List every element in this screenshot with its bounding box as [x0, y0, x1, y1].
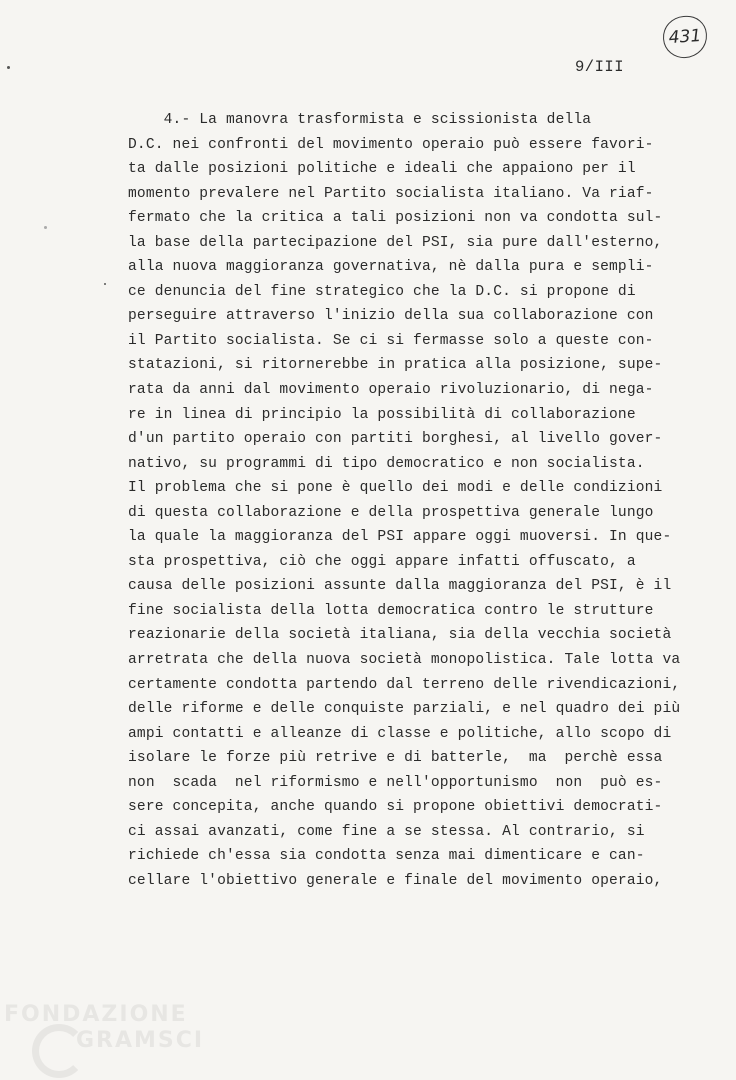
text-line: momento prevalere nel Partito socialista italiano. Va riaf-	[128, 185, 654, 202]
text-line: nativo, su programmi di tipo democratico e non socialista.	[128, 455, 645, 472]
text-line: ci assai avanzati, come fine a se stessa. Al contrario, si	[128, 823, 645, 840]
scan-speck	[104, 283, 106, 285]
text-line: arretrata che della nuova società monopolistica. Tale lotta va	[128, 652, 681, 669]
archive-watermark	[4, 1000, 204, 1078]
scan-speck	[7, 66, 10, 69]
text-line: isolare le forze più retrive e di batterle, ma perchè essa	[128, 750, 663, 767]
text-line: sere concepita, anche quando si propone obiettivi democrati-	[128, 799, 663, 816]
page-reference: 9/III	[575, 58, 625, 76]
text-line: sta prospettiva, ciò che oggi appare infatti offuscato, a	[128, 553, 636, 570]
text-line: cellare l'obiettivo generale e finale del movimento operaio,	[128, 872, 663, 889]
archive-number-stamp: 431	[662, 15, 709, 60]
text-line: delle riforme e delle conquiste parziali, e nel quadro dei più	[128, 701, 681, 718]
text-line: ampi contatti e alleanze di classe e politiche, allo scopo di	[128, 725, 672, 742]
text-line: la quale la maggioranza del PSI appare oggi muoversi. In que-	[128, 529, 672, 546]
text-line: certamente condotta partendo dal terreno delle rivendicazioni,	[128, 676, 681, 693]
text-line: non scada nel riformismo e nell'opportunismo non può es-	[128, 774, 663, 791]
text-line: di questa collaborazione e della prospettiva generale lungo	[128, 504, 654, 521]
text-line: il Partito socialista. Se ci si fermasse solo a queste con-	[128, 332, 654, 349]
text-line: D.C. nei confronti del movimento operaio può essere favori-	[128, 136, 654, 153]
text-line: fine socialista della lotta democratica contro le strutture	[128, 602, 654, 619]
text-line: d'un partito operaio con partiti borghesi, al livello gover-	[128, 431, 663, 448]
text-line: 4.- La manovra trasformista e scissionista della	[128, 112, 592, 128]
text-line: statazioni, si ritornerebbe in pratica alla posizione, supe-	[128, 357, 663, 374]
text-line: causa delle posizioni assunte dalla maggioranza del PSI, è il	[128, 578, 672, 595]
text-line: alla nuova maggioranza governativa, nè dalla pura e sempli-	[128, 259, 654, 276]
text-line: rata da anni dal movimento operaio rivoluzionario, di nega-	[128, 382, 654, 399]
text-line: Il problema che si pone è quello dei modi e delle condizioni	[128, 480, 663, 497]
text-line: ce denuncia del fine strategico che la D.C. si propone di	[128, 283, 636, 300]
text-line: richiede ch'essa sia condotta senza mai dimenticare e can-	[128, 848, 645, 865]
scan-speck	[44, 226, 47, 229]
watermark-line-2: GRAMSCI	[76, 1028, 205, 1053]
text-line: reazionarie della società italiana, sia della vecchia società	[128, 627, 672, 644]
text-line: perseguire attraverso l'inizio della sua collaborazione con	[128, 308, 654, 325]
watermark-line-1: FONDAZIONE	[4, 1002, 188, 1027]
text-line: la base della partecipazione del PSI, sia pure dall'esterno,	[128, 234, 663, 251]
typed-body-text	[128, 108, 708, 894]
text-line: fermato che la critica a tali posizioni non va condotta sul-	[128, 210, 663, 227]
text-line: ta dalle posizioni politiche e ideali che appaiono per il	[128, 161, 636, 178]
text-line: re in linea di principio la possibilità di collaborazione	[128, 406, 636, 423]
